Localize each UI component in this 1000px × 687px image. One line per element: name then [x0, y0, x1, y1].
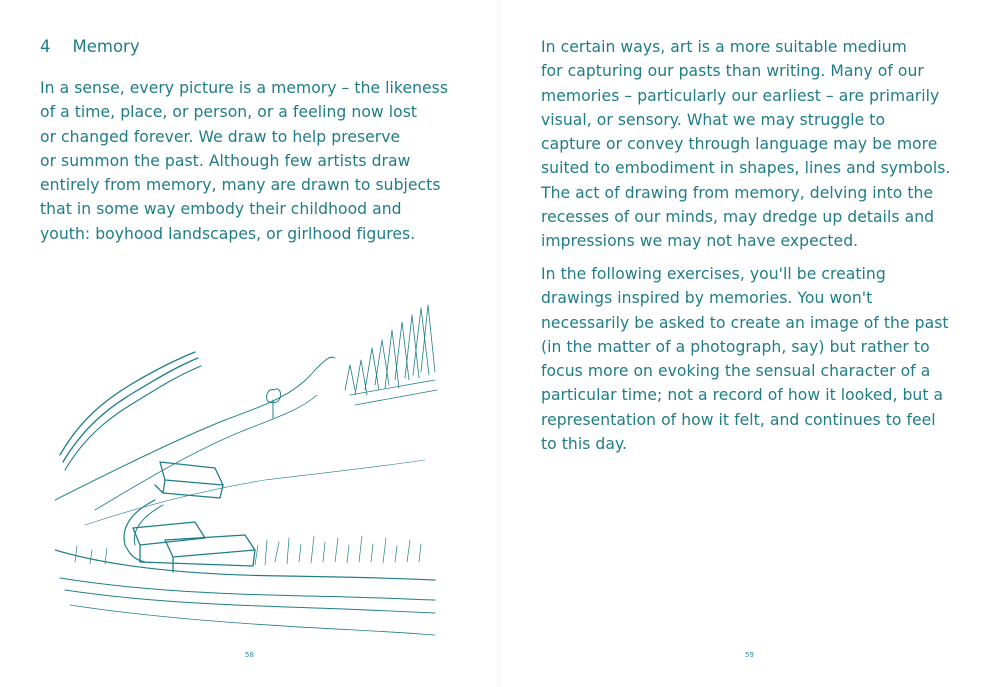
sketch-forest: [345, 305, 437, 405]
sketch-river-line: [65, 366, 201, 470]
paragraph-2: [541, 262, 981, 456]
sketch-shoreline: [65, 590, 435, 613]
text-line: recesses of our minds, may dredge up details and: [541, 208, 935, 227]
text-line: entirely from memory, many are drawn to subjects: [40, 176, 441, 195]
sketch-hill-shading: [85, 460, 425, 525]
text-line: for capturing our pasts than writing. Many of our: [541, 62, 924, 81]
text-line: focus more on evoking the sensual character of a: [541, 362, 931, 381]
text-line: necessarily be asked to create an image of the past: [541, 313, 949, 332]
page-number: 59: [745, 651, 754, 659]
sketch-shoreline: [70, 605, 435, 635]
text-line: visual, or sensory. What we may struggle to: [541, 110, 886, 129]
text-line: In certain ways, art is a more suitable medium: [541, 38, 907, 56]
landscape-sketch-illustration: [55, 300, 440, 640]
chapter-number: 4: [40, 37, 51, 56]
text-line: drawings inspired by memories. You won't: [541, 289, 873, 308]
sketch-shoreline: [55, 550, 435, 580]
text-line: impressions we may not have expected.: [541, 232, 859, 251]
text-line: that in some way embody their childhood and: [40, 200, 402, 219]
text-line: In the following exercises, you'll be creating: [541, 265, 886, 283]
text-line: of a time, place, or person, or a feeling now lost: [40, 103, 418, 122]
right-page: [500, 0, 1000, 687]
sketch-cabin: [155, 462, 223, 498]
sketch-hill-outline: [95, 395, 317, 510]
text-line: (in the matter of a photograph, say) but rather to: [541, 337, 930, 356]
sketch-river-line: [63, 358, 198, 462]
intro-paragraph: [40, 76, 470, 246]
text-line: capture or convey through language may be more: [541, 135, 938, 154]
chapter-heading: [40, 37, 140, 56]
text-line: or changed forever. We draw to help preserve: [40, 127, 401, 146]
text-line: The act of drawing from memory, delving into the: [541, 183, 934, 202]
text-line: particular time; not a record of how it looked, but a: [541, 386, 944, 405]
text-line: to this day.: [541, 435, 628, 454]
chapter-title: Memory: [72, 37, 140, 56]
text-line: In a sense, every picture is a memory – the likeness: [40, 79, 449, 97]
sketch-hill-outline: [55, 357, 335, 500]
text-line: youth: boyhood landscapes, or girlhood figures.: [40, 224, 416, 243]
text-line: or summon the past. Although few artists draw: [40, 151, 411, 170]
paragraph-1: [541, 35, 981, 254]
sketch-river-line: [60, 352, 195, 455]
page-number: 58: [245, 651, 254, 659]
text-line: suited to embodiment in shapes, lines and symbols.: [541, 159, 951, 178]
text-line: memories – particularly our earliest – are primarily: [541, 86, 940, 105]
text-line: representation of how it felt, and continues to feel: [541, 410, 936, 429]
sketch-dock: [133, 522, 255, 572]
sketch-small-tree: [267, 389, 281, 418]
